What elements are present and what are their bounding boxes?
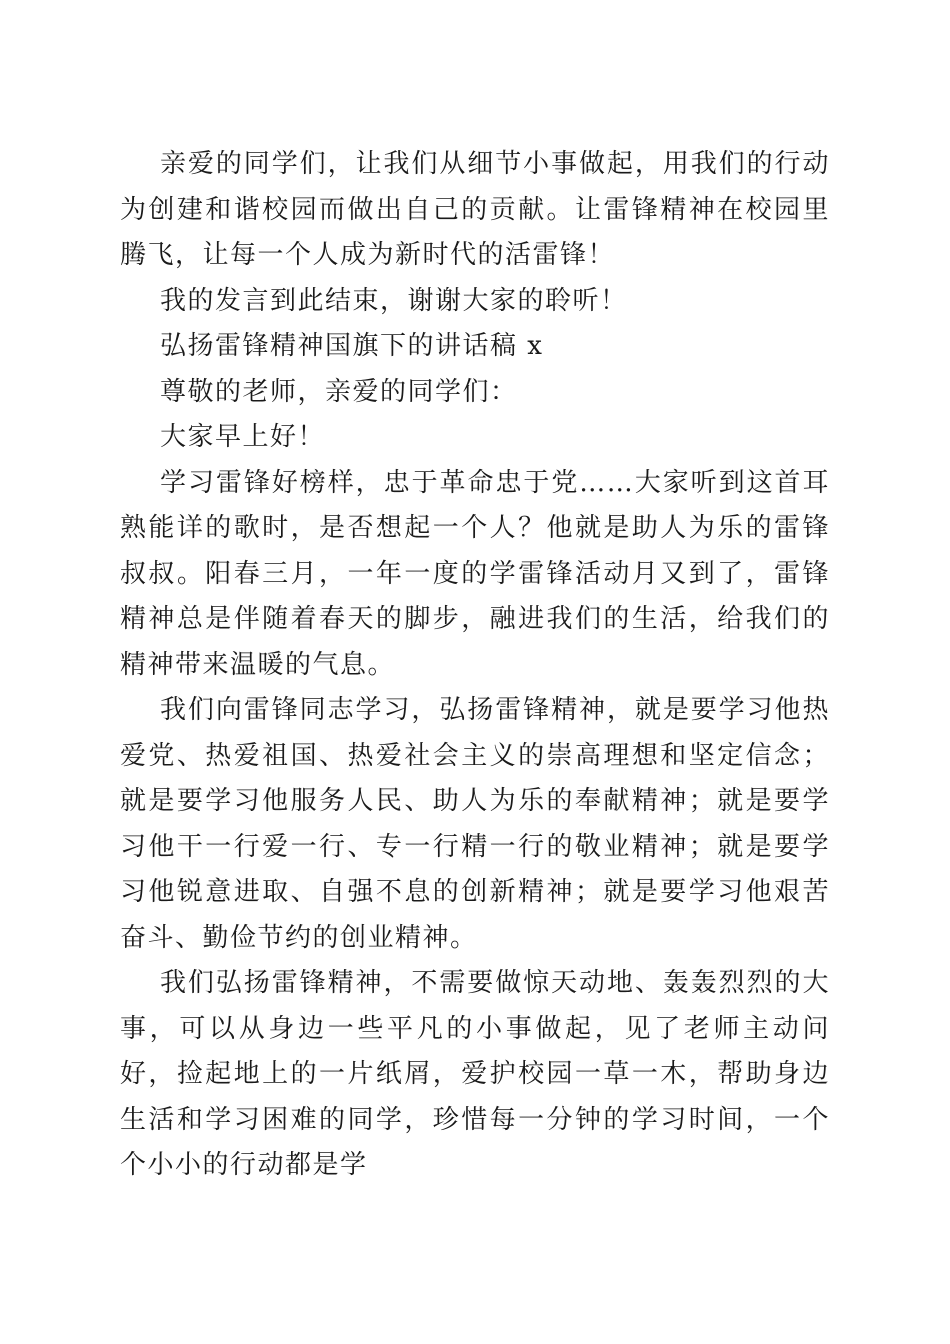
paragraph-thanks: 我的发言到此结束，谢谢大家的聆听！: [160, 285, 628, 316]
paragraph-intro: 学习雷锋好榜样，忠于革命忠于党……大家听到这首耳熟能详的歌时，是否想起一个人？他就是助人为乐的雷锋叔叔。阳春三月，一年一度的学雷锋活动月又到了，雷锋精神总是伴随着春天的脚步，融进我们的生活，给我们的精神带来温暖的气息。: [120, 467, 830, 680]
paragraph-learn-spirit: 我们向雷锋同志学习，弘扬雷锋精神，就是要学习他热爱党、热爱祖国、热爱社会主义的崇高理想和坚定信念；就是要学习他服务人民、助人为乐的奉献精神；就是要学习他干一行爱一行、专一行精一行的敬业精神；就是要学习他锐意进取、自强不息的创新精神；就是要学习他艰苦奋斗、勤俭节约的创业精神。: [120, 695, 830, 953]
greeting: 大家早上好！: [160, 422, 326, 452]
speech-title: 弘扬雷锋精神国旗下的讲话稿 x: [160, 331, 544, 361]
paragraph-small-deeds: 我们弘扬雷锋精神，不需要做惊天动地、轰轰烈烈的大事，可以从身边一些平凡的小事做起，见了老师主动问好，捡起地上的一片纸屑，爱护校园一草一木，帮助身边生活和学习困难的同学，珍惜每一分钟的学习时间，一个个小小的行动都是学: [120, 968, 830, 1180]
paragraph-closing-appeal: 亲爱的同学们，让我们从细节小事做起，用我们的行动为创建和谐校园而做出自己的贡献。让雷锋精神在校园里腾飞，让每一个人成为新时代的活雷锋！: [120, 149, 830, 270]
document-body: [120, 142, 830, 1189]
salutation: 尊敬的老师，亲爱的同学们：: [160, 376, 518, 407]
